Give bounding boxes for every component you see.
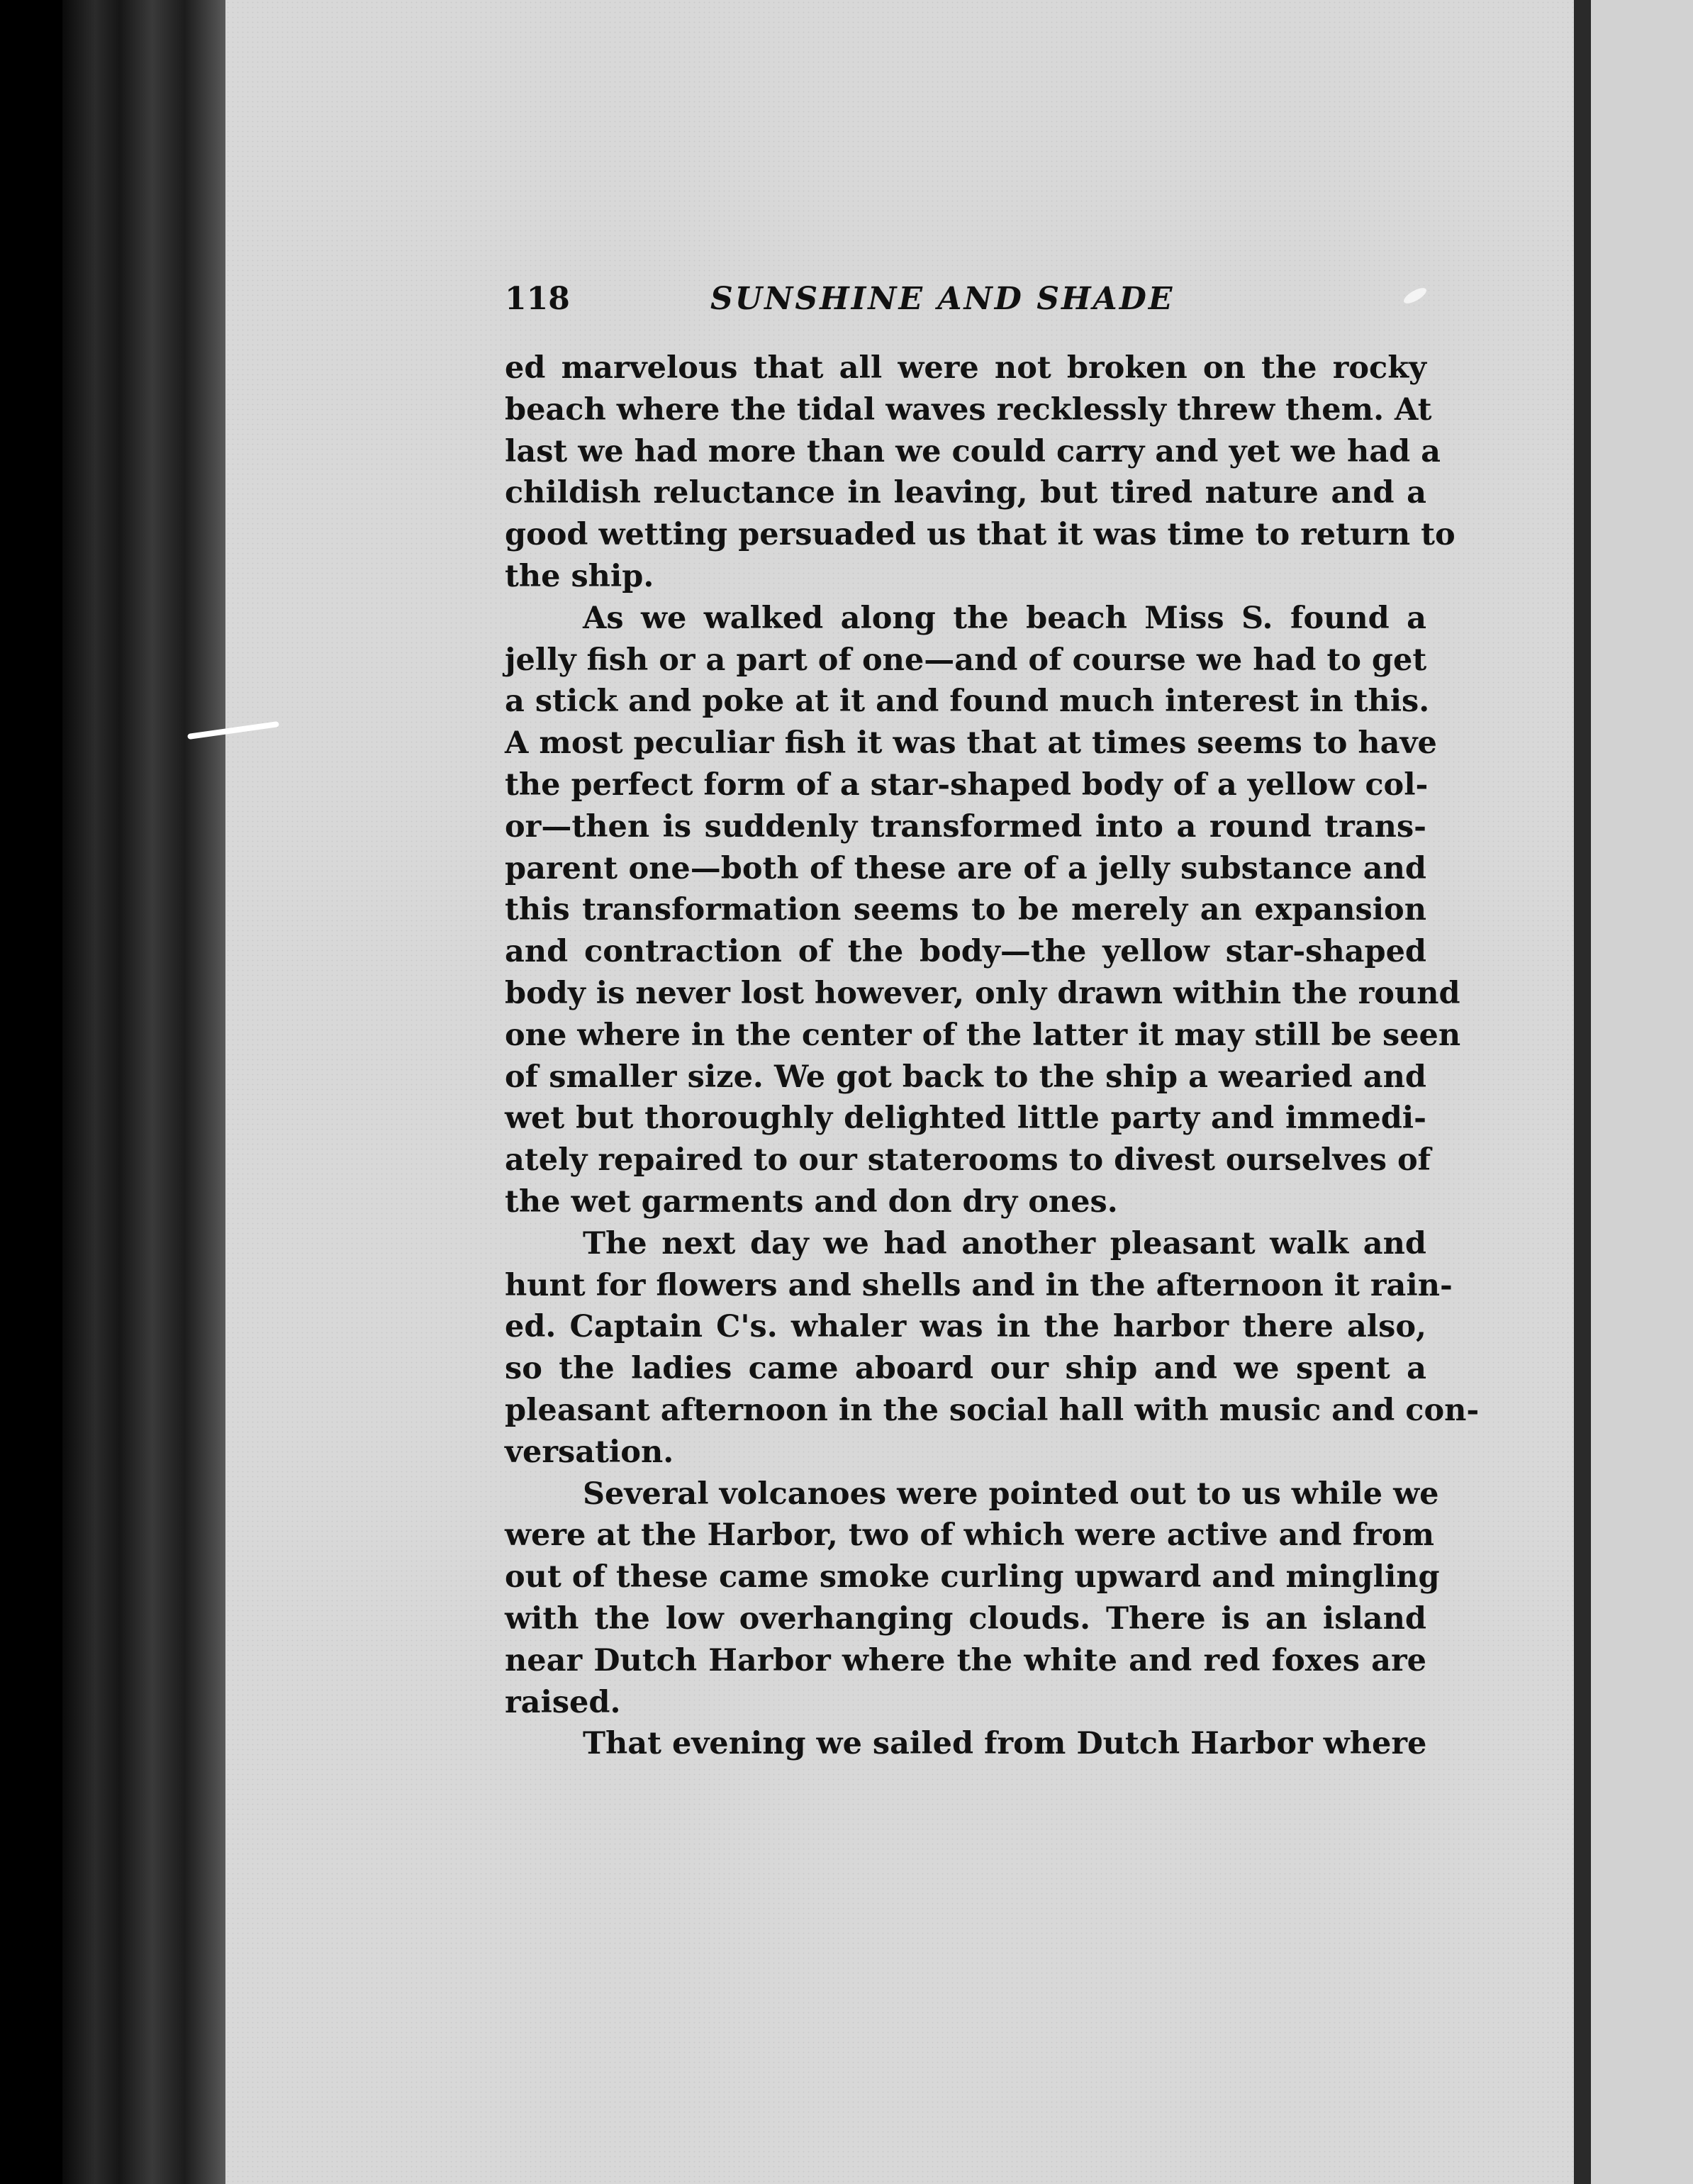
body-text (505, 350, 1480, 1768)
text-line: raised. (505, 1684, 621, 1720)
text-line: childish reluctance in leaving, but tired nature and a (505, 475, 1426, 511)
paper-speck (1402, 285, 1429, 306)
text-line: A most peculiar fish it was that at times seems to have (505, 725, 1437, 762)
text-line: last we had more than we could carry and yet we had a (505, 433, 1441, 469)
text-line: with the low overhanging clouds. There is an island (505, 1600, 1426, 1637)
text-line: near Dutch Harbor where the white and red foxes are (505, 1642, 1426, 1678)
text-line: body is never lost however, only drawn within the round (505, 975, 1460, 1011)
text-line: jelly fish or a part of one—and of course we had to get (505, 642, 1427, 678)
text-line: wet but thoroughly delighted little party and immedi- (505, 1101, 1426, 1137)
adjacent-page (1591, 0, 1693, 2184)
page-gutter-right (1574, 0, 1591, 2184)
text-line: of smaller size. We got back to the ship a wearied and (505, 1059, 1426, 1095)
text-line: a stick and poke at it and found much interest in this. (505, 684, 1430, 720)
text-line: and contraction of the body—the yellow star-shaped (505, 934, 1426, 970)
text-line: the wet garments and don dry ones. (505, 1183, 1118, 1220)
text-line: were at the Harbor, two of which were active and from (505, 1517, 1434, 1554)
text-line: ed. Captain C's. whaler was in the harbor there also, (505, 1309, 1426, 1345)
text-line: parent one—both of these are of a jelly substance and (505, 850, 1426, 886)
text-line: the ship. (505, 558, 654, 594)
text-line: hunt for flowers and shells and in the afternoon it rain- (505, 1267, 1453, 1303)
running-title: SUNSHINE AND SHADE (710, 281, 1175, 317)
text-line: good wetting persuaded us that it was time to return to (505, 517, 1455, 553)
text-line: That evening we sailed from Dutch Harbor where (583, 1726, 1427, 1762)
text-line: so the ladies came aboard our ship and we spent a (505, 1351, 1426, 1387)
text-line: As we walked along the beach Miss S. found a (583, 600, 1426, 636)
text-line: this transformation seems to be merely an expansion (505, 892, 1426, 928)
text-line: one where in the center of the latter it may still be seen (505, 1017, 1461, 1053)
text-line: the perfect form of a star-shaped body of a yellow col- (505, 767, 1429, 803)
text-line: Several volcanoes were pointed out to us while we (583, 1476, 1439, 1512)
page-header (505, 281, 1228, 330)
text-line: out of these came smoke curling upward and mingling (505, 1559, 1440, 1595)
text-line: ately repaired to our staterooms to divest ourselves of (505, 1142, 1431, 1179)
book-spine-edge (62, 0, 225, 2184)
page-number: 118 (505, 281, 570, 317)
text-line: pleasant afternoon in the social hall with music and con- (505, 1392, 1480, 1428)
text-line: versation. (505, 1434, 674, 1470)
text-line: beach where the tidal waves recklessly threw them. At (505, 391, 1432, 428)
text-line: or—then is suddenly transformed into a round trans- (505, 808, 1426, 845)
text-line: ed marvelous that all were not broken on the rocky (505, 350, 1426, 386)
text-line: The next day we had another pleasant walk and (583, 1225, 1426, 1261)
